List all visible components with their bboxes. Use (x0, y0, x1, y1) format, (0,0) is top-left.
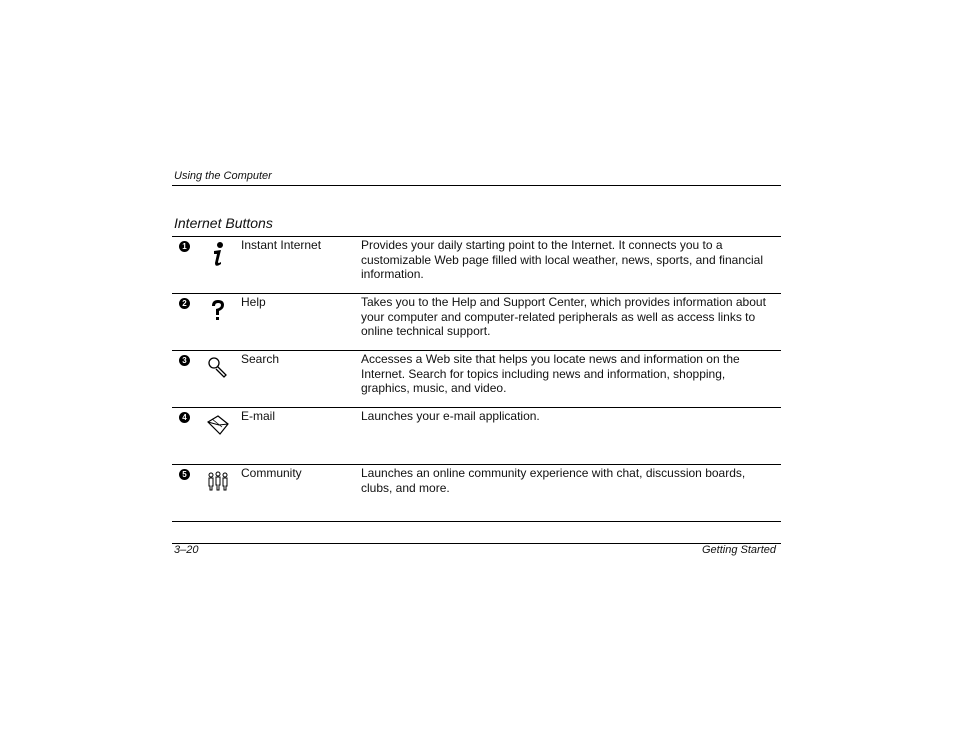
section-title: Internet Buttons (174, 215, 273, 231)
row-name: E-mail (241, 409, 276, 423)
book-title: Getting Started (702, 544, 776, 556)
row-description: Provides your daily starting point to the Internet. It connects you to a customizable Web page filled with local weather, news, sports, and financial information. (361, 238, 763, 282)
row-number: 3 (179, 355, 190, 366)
row-number: 5 (179, 469, 190, 480)
row-name: Search (241, 352, 280, 366)
row-description: Launches an online community experience with chat, discussion boards, clubs, and more. (361, 466, 746, 495)
table-row (172, 465, 781, 522)
table-row (172, 408, 781, 465)
row-description: Takes you to the Help and Support Center, which provides information about your computer and computer-related peripherals as well as access links to online technical support. (361, 295, 766, 339)
running-header: Using the Computer (174, 170, 272, 182)
table-row (172, 351, 781, 408)
info-icon (206, 241, 230, 267)
internet-buttons-table (172, 236, 781, 522)
row-description: Launches your e-mail application. (361, 409, 540, 423)
row-name: Instant Internet (241, 238, 322, 252)
row-description: Accesses a Web site that helps you locate news and information on the Internet. Search for topics including news and information, shopping, graphics, music, and video. (361, 352, 740, 396)
header-rule (172, 185, 781, 186)
footer-rule (172, 543, 781, 544)
table-row (172, 237, 781, 294)
question-mark-icon (206, 298, 230, 324)
row-name: Community (241, 466, 302, 480)
row-number: 4 (179, 412, 190, 423)
row-number: 1 (179, 241, 190, 252)
magnifier-icon (206, 355, 230, 381)
row-number: 2 (179, 298, 190, 309)
community-icon (206, 469, 230, 495)
page-number: 3–20 (174, 544, 199, 556)
table-row (172, 294, 781, 351)
row-name: Help (241, 295, 266, 309)
envelope-icon (206, 412, 230, 438)
